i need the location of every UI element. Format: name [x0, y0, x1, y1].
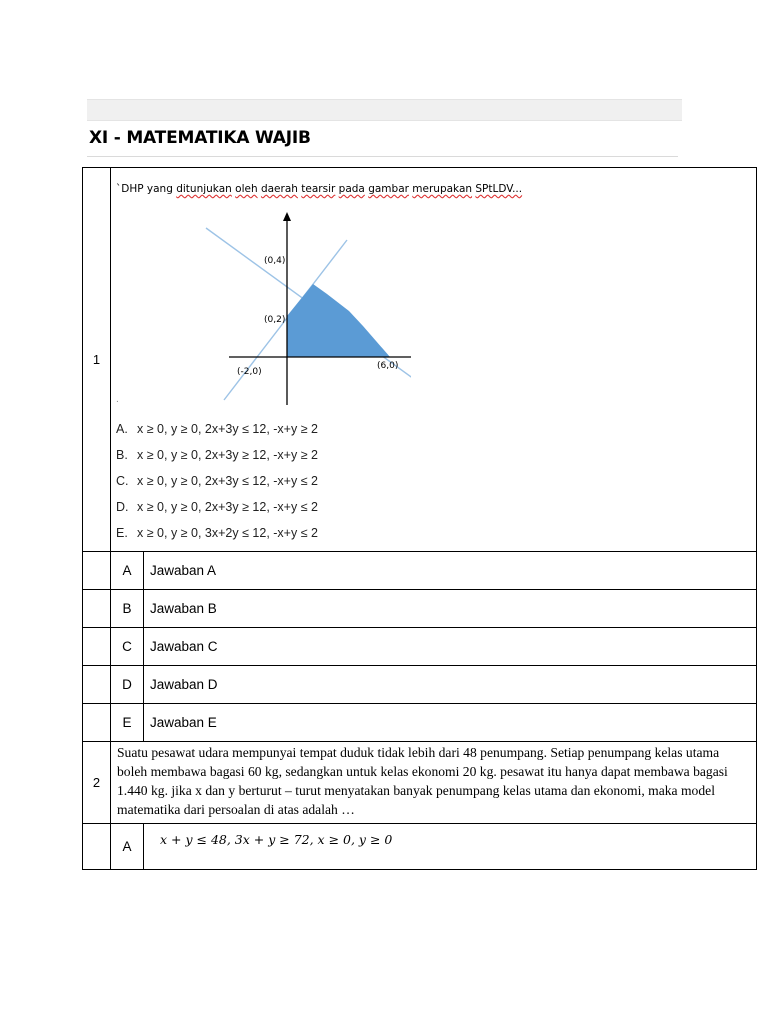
answer-text[interactable]: x + y ≤ 48, 3x + y ≥ 72, x ≥ 0, y ≥ 0	[144, 824, 757, 870]
answer-letter: A	[111, 552, 144, 590]
label-6-0: (6,0)	[377, 361, 399, 371]
option-text: x ≥ 0, y ≥ 0, 2x+3y ≥ 12, -x+y ≥ 2	[137, 448, 318, 462]
prompt-word: daerah	[260, 183, 298, 195]
label-0-2: (0,2)	[264, 315, 286, 325]
top-bar	[87, 99, 682, 121]
answer-row-a	[83, 824, 757, 870]
answer-text[interactable]: Jawaban C	[144, 628, 757, 666]
feasible-region-graph	[111, 168, 411, 413]
option-b	[116, 448, 318, 462]
option-text: x ≥ 0, y ≥ 0, 2x+3y ≤ 12, -x+y ≤ 2	[137, 474, 318, 488]
answer-spacer	[83, 666, 111, 704]
answer-letter: B	[111, 590, 144, 628]
answer-text[interactable]: Jawaban D	[144, 666, 757, 704]
page-title: XI - MATEMATIKA WAJIB	[89, 128, 311, 148]
title-divider	[87, 156, 678, 157]
y-axis-arrow-icon	[283, 212, 291, 221]
answer-row-c	[83, 628, 757, 666]
answer-text[interactable]: Jawaban E	[144, 704, 757, 742]
prompt-word: gambar	[368, 183, 409, 195]
option-d	[116, 500, 318, 514]
answer-spacer	[83, 552, 111, 590]
answer-spacer	[83, 824, 111, 870]
question-number: 1	[83, 168, 111, 552]
prompt-word: DHP yang	[121, 183, 173, 195]
option-e	[116, 526, 318, 540]
answer-text[interactable]: Jawaban A	[144, 552, 757, 590]
answer-spacer	[83, 704, 111, 742]
option-letter: D.	[116, 500, 129, 514]
question-row-1	[83, 168, 757, 552]
answer-spacer	[83, 590, 111, 628]
prompt-word: merupakan	[412, 183, 473, 195]
answer-row-e	[83, 704, 757, 742]
question-number: 2	[83, 742, 111, 824]
question-text: Suatu pesawat udara mempunyai tempat duduk tidak lebih dari 48 penumpang. Setiap penumpang kelas utama boleh membawa bagasi 60 kg, sedangkan untuk kelas ekonomi 20 kg. pesawat itu hanya dapat membawa bagasi 1.440 kg. jika x dan y berturut – turut menyatakan banyak penumpang kelas utama dan ekonomi, maka model matematika dari persoalan di atas adalah …	[111, 742, 757, 824]
question-table	[82, 167, 757, 870]
answer-row-b	[83, 590, 757, 628]
answer-row-a	[83, 552, 757, 590]
label-0-4: (0,4)	[264, 256, 286, 266]
answer-text[interactable]: Jawaban B	[144, 590, 757, 628]
answer-letter: A	[111, 824, 144, 870]
question-row-2	[83, 742, 757, 824]
option-c	[116, 474, 318, 488]
prompt-word: ditunjukan	[176, 183, 232, 195]
option-letter: C.	[116, 474, 129, 488]
prompt-word: pada	[338, 183, 365, 195]
label-neg2-0: (-2,0)	[237, 367, 262, 377]
prompt-word: tearsir	[301, 183, 336, 195]
shaded-region	[287, 284, 390, 357]
answer-letter: C	[111, 628, 144, 666]
option-letter: B.	[116, 448, 128, 462]
option-text: x ≥ 0, y ≥ 0, 3x+2y ≤ 12, -x+y ≤ 2	[137, 526, 318, 540]
prompt-word: oleh	[235, 183, 258, 195]
answer-row-d	[83, 666, 757, 704]
option-text: x ≥ 0, y ≥ 0, 2x+3y ≥ 12, -x+y ≤ 2	[137, 500, 318, 514]
option-letter: E.	[116, 526, 128, 540]
answer-letter: E	[111, 704, 144, 742]
stray-dot: .	[116, 394, 119, 405]
option-letter: A.	[116, 422, 128, 436]
prompt-lead: `	[116, 183, 122, 195]
answer-letter: D	[111, 666, 144, 704]
prompt-word: SPtLDV...	[475, 183, 523, 195]
question-body	[111, 168, 757, 552]
answer-spacer	[83, 628, 111, 666]
option-text: x ≥ 0, y ≥ 0, 2x+3y ≤ 12, -x+y ≥ 2	[137, 422, 318, 436]
option-a	[116, 422, 318, 436]
